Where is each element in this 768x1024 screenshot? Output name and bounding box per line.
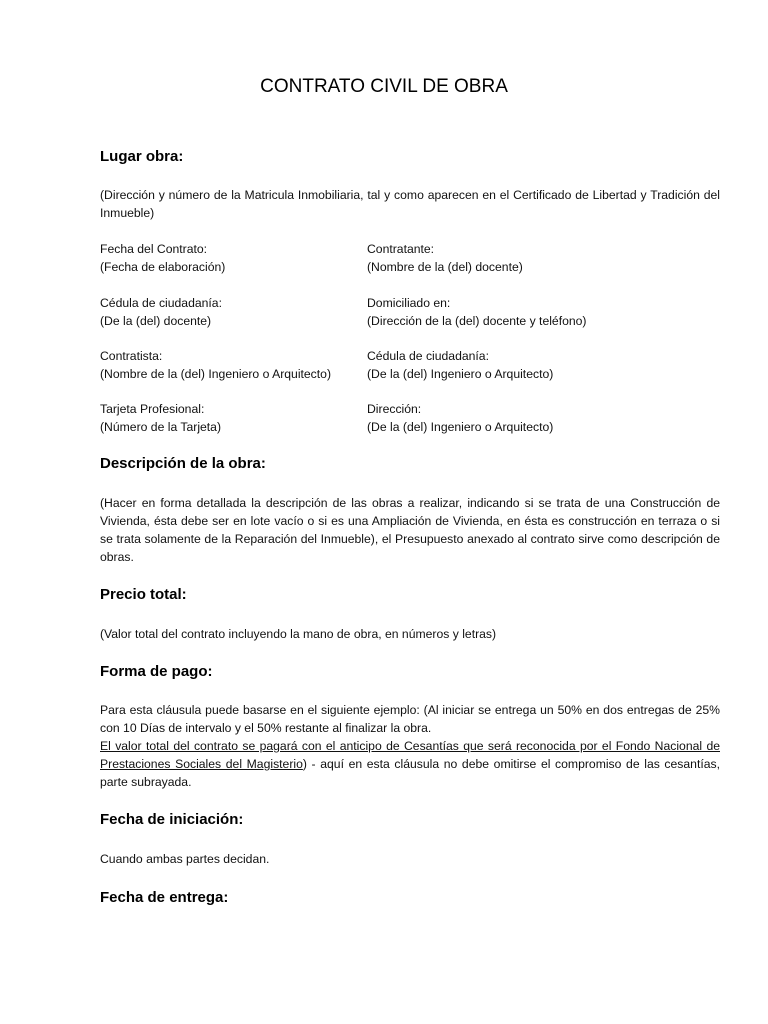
forma-pago-text	[100, 701, 720, 791]
document-title: CONTRATO CIVIL DE OBRA	[260, 76, 508, 97]
field-label: Cédula de ciudadanía:	[100, 296, 222, 310]
field-label: Dirección:	[367, 402, 422, 416]
field-value: (Número de la Tarjeta)	[100, 420, 222, 434]
field-value: (Nombre de la (del) Ingeniero o Arquitecto)	[100, 367, 332, 381]
field-label: Contratante:	[367, 242, 435, 256]
field-contratante	[367, 240, 667, 276]
forma-pago-note: ) - aquí en esta cláusula no debe omitirse el compromiso de las cesantías, parte subrayada.	[100, 757, 720, 789]
field-tarjeta-profesional	[100, 400, 400, 436]
heading-forma-pago: Forma de pago:	[100, 663, 213, 680]
field-label: Domiciliado en:	[367, 296, 451, 310]
heading-precio-total: Precio total:	[100, 586, 187, 603]
field-fecha-contrato	[100, 240, 400, 276]
field-cedula-contratista	[367, 347, 667, 383]
field-value: (De la (del) Ingeniero o Arquitecto)	[367, 367, 554, 381]
precio-text: (Valor total del contrato incluyendo la mano de obra, en números y letras)	[100, 627, 497, 641]
field-value: (De la (del) docente)	[100, 314, 212, 328]
field-value: (Dirección de la (del) docente y teléfono)	[367, 314, 587, 328]
heading-fecha-entrega: Fecha de entrega:	[100, 889, 229, 906]
lugar-obra-text: (Dirección y número de la Matricula Inmobiliaria, tal y como aparecen en el Certificado de Libertad y Tradición del Inmueble)	[100, 188, 720, 220]
field-label: Fecha del Contrato:	[100, 242, 208, 256]
field-value: (Fecha de elaboración)	[100, 260, 226, 274]
heading-fecha-iniciacion: Fecha de iniciación:	[100, 811, 244, 828]
descripcion-text: (Hacer en forma detallada la descripción de las obras a realizar, indicando si se trata de una Construcción de Vivienda, ésta debe ser en lote vacío o si es una Ampliación de Vivienda, en ésta es construcción en terraza o si se trata solamente de la Reparación del Inmueble), el Presupuesto anexado al contrato sirve como descripción de obras.	[100, 496, 720, 564]
field-direccion	[367, 400, 667, 436]
forma-pago-example: Para esta cláusula puede basarse en el siguiente ejemplo: (Al iniciar se entrega un 50% en dos entregas de 25% con 10 Días de intervalo y el 50% restante al finalizar la obra.	[100, 703, 720, 735]
heading-lugar-obra: Lugar obra:	[100, 148, 184, 165]
field-label: Contratista:	[100, 349, 163, 363]
field-cedula-docente	[100, 294, 400, 330]
field-value: (Nombre de la (del) docente)	[367, 260, 523, 274]
field-value: (De la (del) Ingeniero o Arquitecto)	[367, 420, 554, 434]
field-domiciliado	[367, 294, 667, 330]
heading-descripcion: Descripción de la obra:	[100, 455, 266, 472]
field-contratista	[100, 347, 400, 383]
forma-pago-underlined-clause: El valor total del contrato se pagará con el anticipo de Cesantías que será reconocida por el Fondo Nacional de Prestaciones Sociales del Magisterio	[100, 739, 720, 771]
fecha-iniciacion-text: Cuando ambas partes decidan.	[100, 852, 270, 866]
field-label: Cédula de ciudadanía:	[367, 349, 489, 363]
field-label: Tarjeta Profesional:	[100, 402, 205, 416]
